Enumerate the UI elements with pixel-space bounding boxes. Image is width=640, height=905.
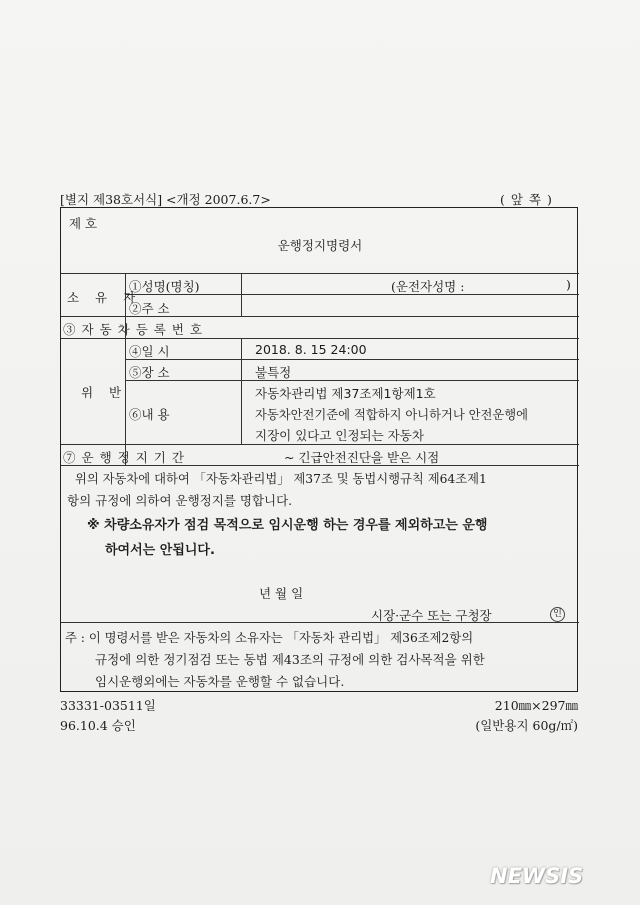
- address-label: ②주 소: [129, 301, 170, 316]
- newsis-watermark: NEWSIS: [490, 864, 584, 888]
- owner-group-label: 소 유 자: [67, 290, 142, 305]
- order-body-line: 항의 규정에 의하여 운행정지를 명합니다.: [67, 493, 293, 508]
- approval-date: 96.10.4 승인: [60, 718, 136, 733]
- rule-body-bottom: [61, 622, 579, 623]
- note-line: 주 : 이 명령서를 받은 자동차의 소유자는 「자동차 관리법」 제36조제2항의: [65, 631, 474, 645]
- violation-group-label: 위 반: [81, 385, 128, 400]
- page-side-label: ( 앞 쪽 ): [500, 192, 553, 207]
- order-number-label: 제 호: [69, 216, 98, 231]
- rule-title-bottom: [61, 273, 579, 274]
- issue-date-line: 년 월 일: [259, 586, 304, 601]
- rule-datetime-bottom: [125, 359, 579, 360]
- rule-violation-bottom: [61, 444, 579, 445]
- note-line: 규정에 의한 정기점검 또는 동법 제43조의 규정에 의한 검사목적을 위한: [95, 652, 485, 667]
- order-form: [60, 207, 578, 692]
- datetime-value: 2018. 8. 15 24:00: [255, 342, 367, 357]
- content-line: 자동차관리법 제37조제1항제1호: [255, 386, 436, 401]
- content-line: 자동차안전기준에 적합하지 아니하거나 안전운행에: [255, 408, 529, 422]
- rule-violation-value-col: [241, 338, 242, 444]
- content-line: 지장이 있다고 인정되는 자동차: [255, 428, 424, 443]
- period-label: ⑦운행정지기간: [63, 450, 190, 465]
- driver-name-label: (운전자성명 :: [391, 279, 465, 294]
- paper-weight: (일반용지 60g/㎡): [475, 718, 578, 733]
- issuer-title: 시장·군수 또는 구청장: [371, 608, 492, 623]
- place-label: ⑤장 소: [129, 365, 170, 380]
- rule-reg-bottom: [61, 338, 579, 339]
- form-code: 33331-03511일: [60, 698, 156, 713]
- form-title: 운행정지명령서: [277, 238, 363, 253]
- content-label: ⑥내 용: [129, 407, 170, 422]
- notice-line: 하여서는 안됩니다.: [105, 543, 215, 558]
- order-body-line: 위의 자동차에 대하여 「자동차관리법」 제37조 및 동법시행규칙 제64조제1: [75, 472, 487, 486]
- seal-mark: 인: [550, 607, 565, 622]
- rule-owner-value-col: [241, 273, 242, 316]
- paper-size: 210㎜×297㎜: [494, 698, 578, 713]
- note-line: 임시운행외에는 자동차를 운행할 수 없습니다.: [95, 674, 345, 689]
- place-value: 불특정: [255, 365, 292, 380]
- rule-place-bottom: [125, 380, 579, 381]
- datetime-label: ④일 시: [129, 344, 170, 359]
- form-number-header: [별지 제38호서식] <개정 2007.6.7>: [60, 192, 271, 207]
- registration-label: ③자동차등록번호: [63, 322, 209, 337]
- period-value: ~ 긴급안전진단을 받은 시점: [284, 450, 440, 465]
- driver-name-close: ): [566, 277, 571, 292]
- notice-line: ※ 차량소유자가 점검 목적으로 임시운행 하는 경우를 제외하고는 운행: [87, 518, 488, 533]
- name-label: ①성명(명칭): [129, 279, 200, 294]
